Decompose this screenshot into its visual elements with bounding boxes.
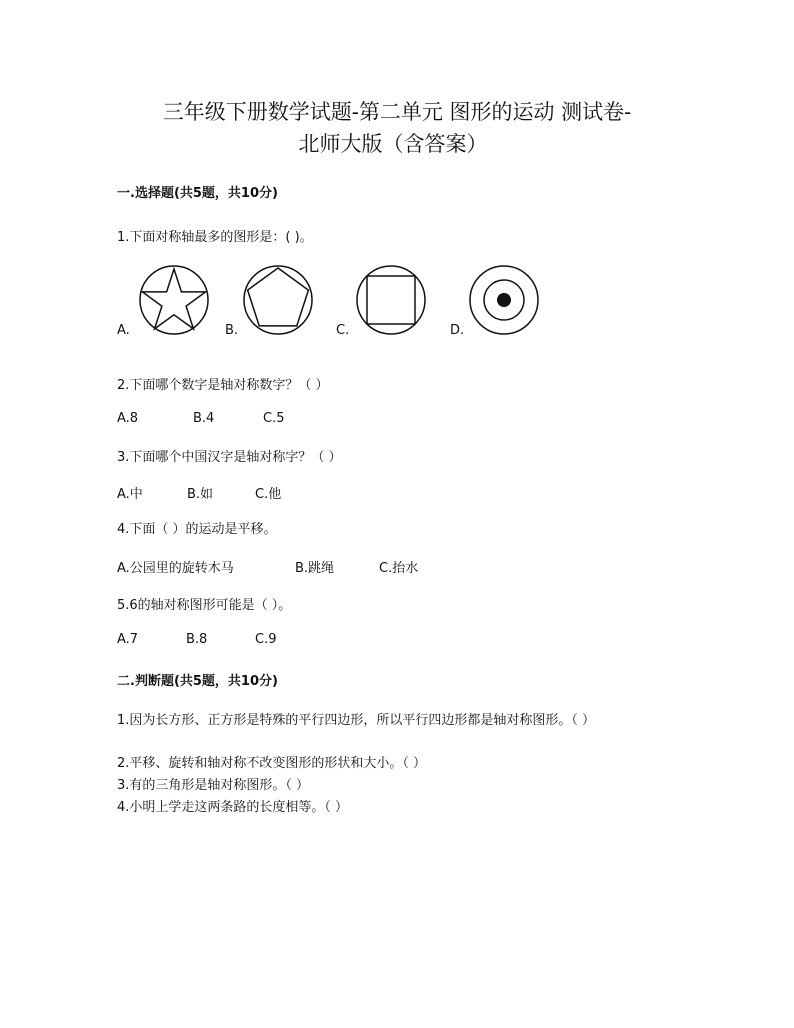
q2-option-c: C.5 <box>263 411 285 426</box>
concentric-circles-figure <box>466 264 542 336</box>
question-2-options <box>117 411 677 431</box>
section2-heading: 二.判断题(共5题，共10分) <box>117 674 278 689</box>
question-5-options <box>117 632 677 652</box>
q4-option-b: B.跳绳 <box>295 561 335 576</box>
judge-item-2: 2.平移、旋转和轴对称不改变图形的形状和大小。（ ） <box>117 756 427 771</box>
q2-option-a: A.8 <box>117 411 139 426</box>
q5-option-c: C.9 <box>255 632 277 647</box>
q5-option-a: A.7 <box>117 632 139 647</box>
q4-option-c: C.抬水 <box>379 561 419 576</box>
q3-option-a: A.中 <box>117 487 143 502</box>
q3-option-b: B.如 <box>187 487 214 502</box>
q1-option-a-label: A. <box>117 323 130 338</box>
section1-heading: 一.选择题(共5题，共10分) <box>117 186 278 201</box>
question-1-text: 1.下面对称轴最多的图形是：( )。 <box>117 230 313 245</box>
page-title-line2: 北师大版（含答案） <box>298 132 488 156</box>
page-title-line1: 三年级下册数学试题-第二单元 图形的运动 测试卷- <box>162 100 632 124</box>
judge-item-1: 1.因为长方形、正方形是特殊的平行四边形，所以平行四边形都是轴对称图形。（ ） <box>117 713 596 728</box>
question-4-text: 4.下面（ ）的运动是平移。 <box>117 522 277 537</box>
q5-option-b: B.8 <box>186 632 208 647</box>
judge-item-3: 3.有的三角形是轴对称图形。（ ） <box>117 778 310 793</box>
q4-option-a: A.公园里的旋转木马 <box>117 561 234 576</box>
q1-option-c-label: C. <box>336 323 350 338</box>
pentagon-in-circle-figure <box>240 264 316 336</box>
q1-option-d-label: D. <box>450 323 465 338</box>
question-5-text: 5.6的轴对称图形可能是（ ）。 <box>117 598 292 613</box>
q2-option-b: B.4 <box>193 411 215 426</box>
question-4-options <box>117 557 677 577</box>
judge-item-4: 4.小明上学走这两条路的长度相等。（ ） <box>117 800 349 815</box>
q3-option-c: C.他 <box>255 487 282 502</box>
question-3-text: 3.下面哪个中国汉字是轴对称字？（ ） <box>117 450 342 465</box>
q1-option-b-label: B. <box>225 323 239 338</box>
star-in-circle-figure <box>136 264 212 336</box>
square-in-circle-figure <box>353 264 429 336</box>
question-2-text: 2.下面哪个数字是轴对称数字？（ ） <box>117 378 329 393</box>
question-3-options <box>117 483 677 503</box>
